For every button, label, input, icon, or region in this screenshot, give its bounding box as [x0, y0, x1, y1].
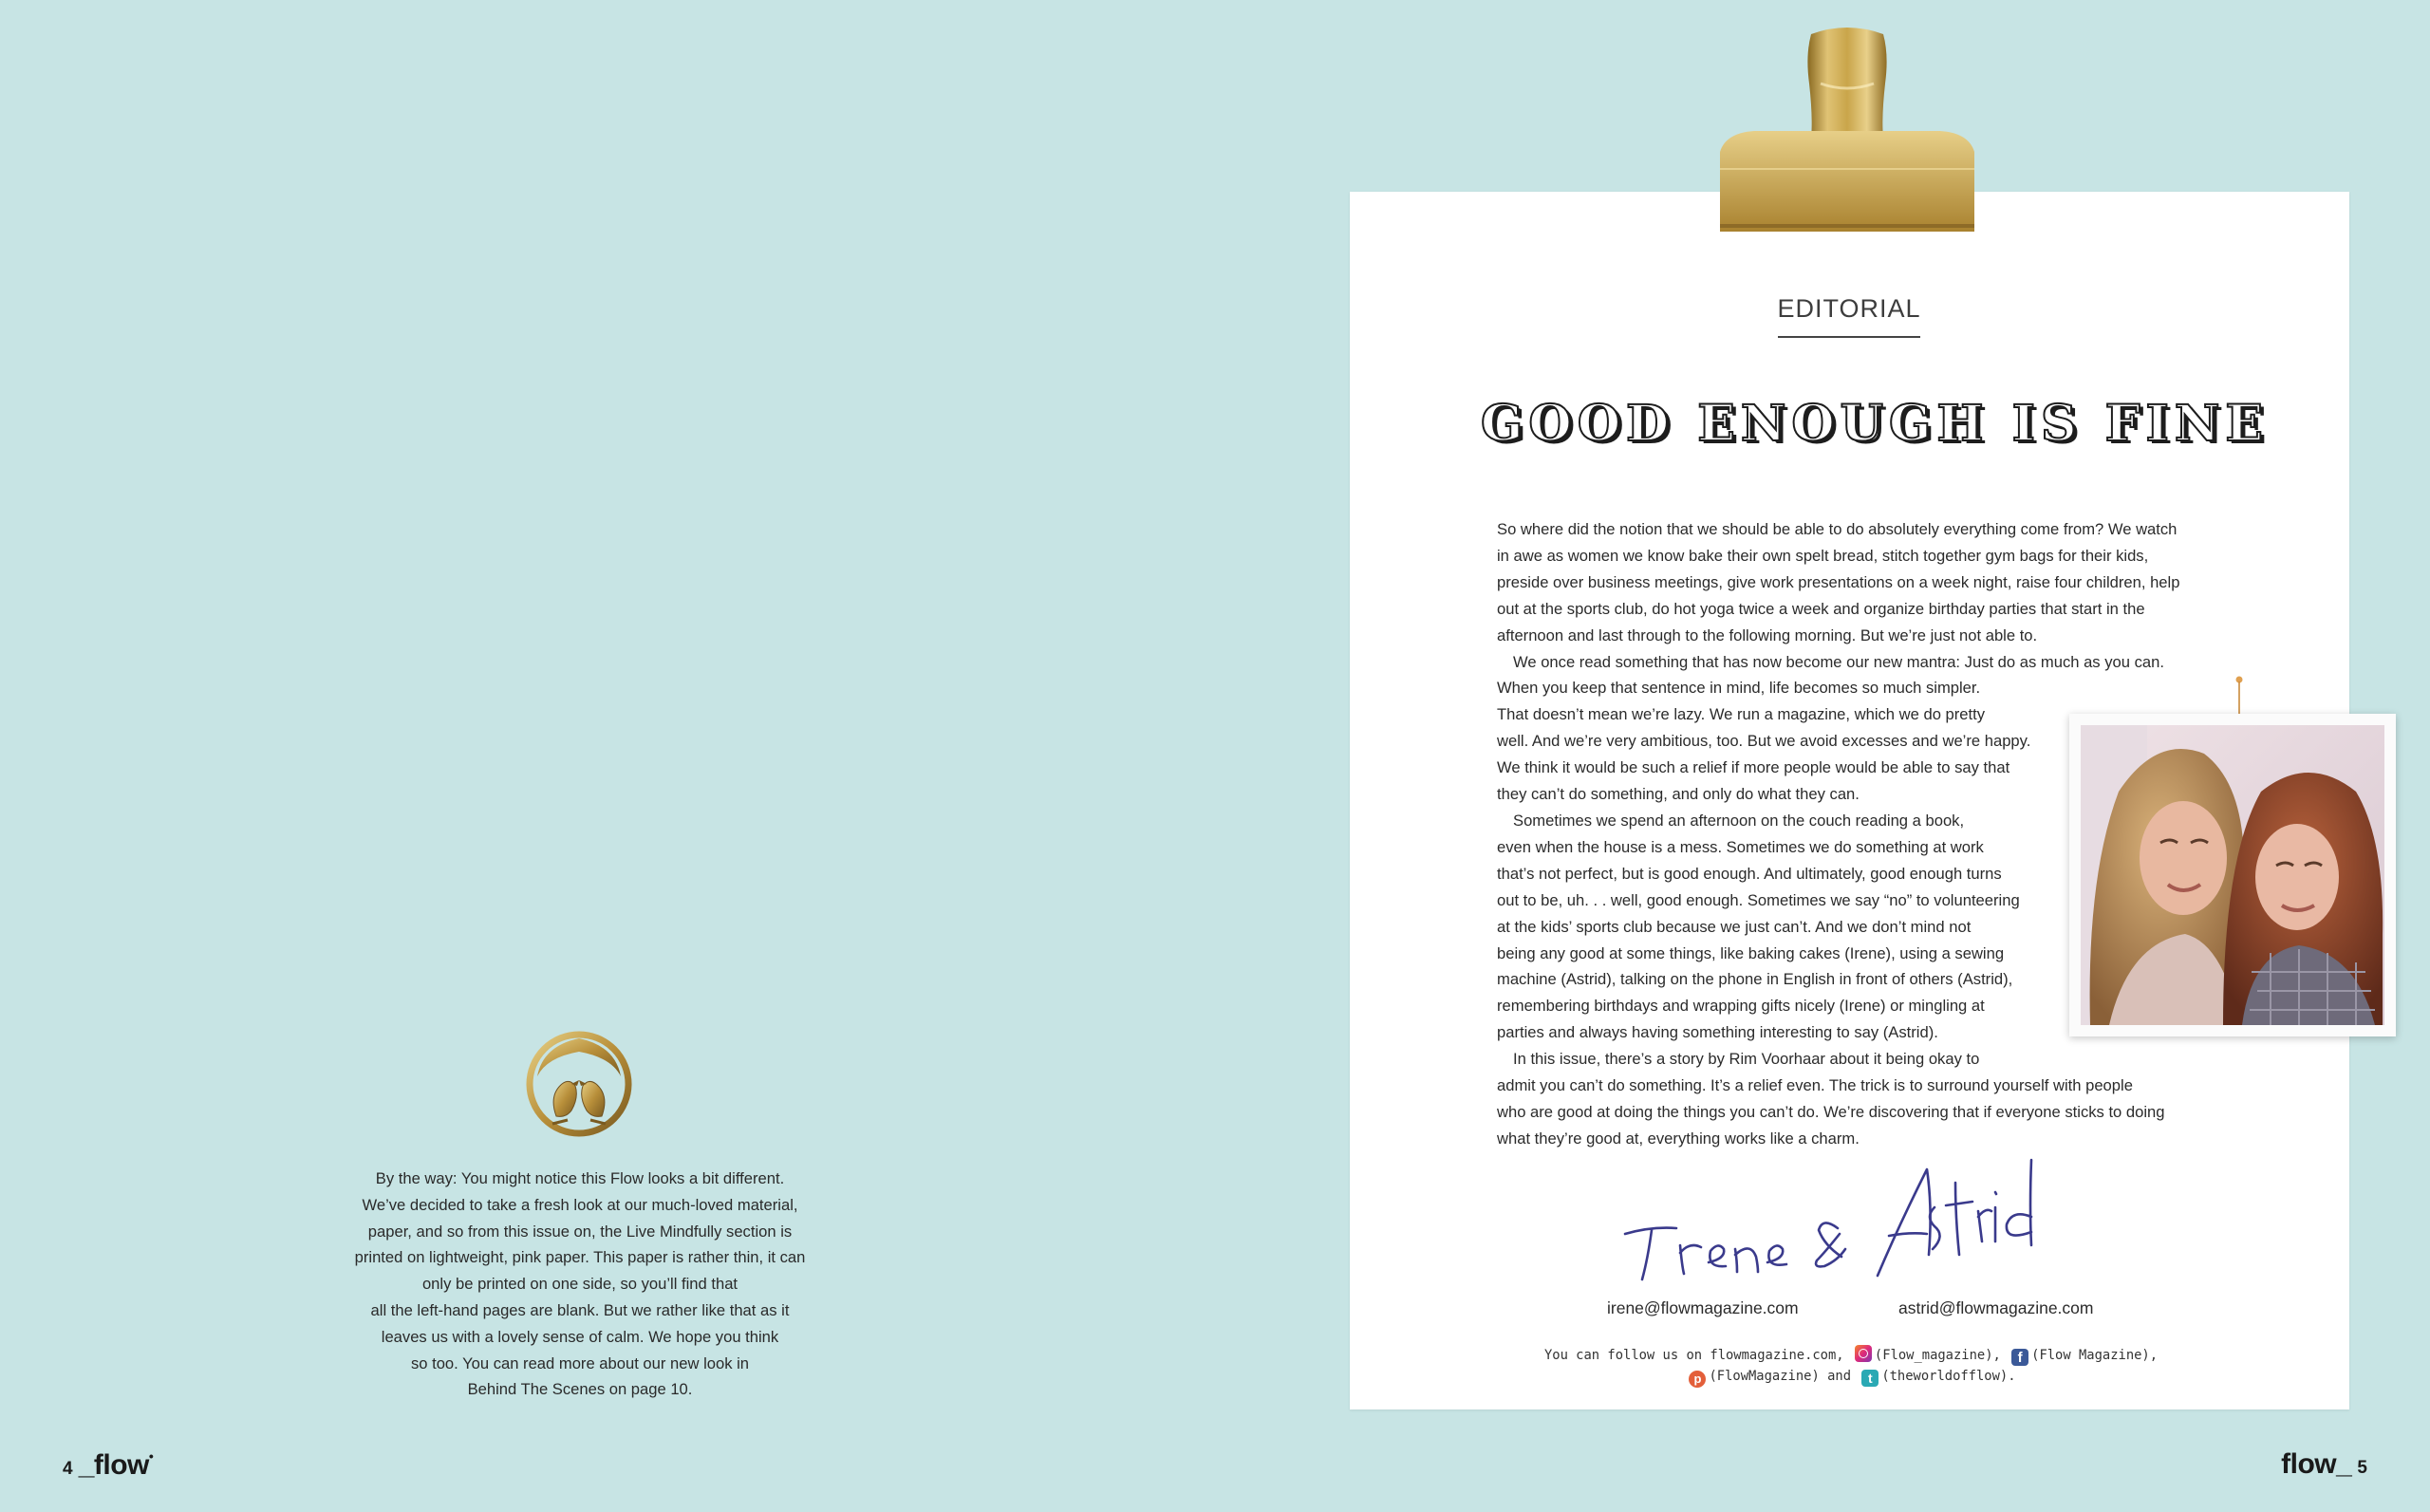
- instagram-icon[interactable]: [1855, 1345, 1872, 1362]
- twitter-handle[interactable]: (theworldofflow).: [1881, 1369, 2016, 1384]
- note-line: printed on lightweight, pink paper. This paper is rather thin, it can: [354, 1248, 806, 1267]
- body-line: In this issue, there’s a story by Rim Voorhaar about it being okay to: [1513, 1050, 1980, 1069]
- editors-portrait-image: [2081, 725, 2384, 1025]
- body-line: preside over business meetings, give work presentations on a week night, raise four children, help: [1497, 572, 2180, 591]
- page-number-right: 5: [2357, 1458, 2367, 1478]
- section-underline: [1778, 336, 1920, 338]
- follow-and: and: [1827, 1369, 1851, 1384]
- signature: [1614, 1150, 2069, 1293]
- body-line: When you keep that sentence in mind, life becomes so much simpler.: [1497, 679, 1981, 698]
- body-line: That doesn’t mean we’re lazy. We run a magazine, which we do pretty: [1497, 705, 1986, 724]
- note-line: so too. You can read more about our new look in: [410, 1353, 750, 1372]
- note-line: paper, and so from this issue on, the Live Mindfully section is: [367, 1222, 793, 1241]
- body-line: what they’re good at, everything works like a charm.: [1497, 1129, 1860, 1148]
- follow-line-1: [1452, 1345, 2250, 1366]
- body-line: admit you can’t do something. It’s a relief even. The trick is to surround yourself with people: [1497, 1076, 2133, 1095]
- body-line: at the kids’ sports club because we just can’t. And we don’t mind not: [1497, 917, 1972, 936]
- follow-intro: You can follow us on flowmagazine.com,: [1543, 1348, 1844, 1363]
- facebook-icon[interactable]: f: [2011, 1349, 2028, 1366]
- page-number-left: 4: [63, 1459, 73, 1479]
- email-irene[interactable]: irene@flowmagazine.com: [1607, 1298, 1799, 1317]
- note-line: By the way: You might notice this Flow looks a bit different.: [375, 1169, 785, 1187]
- body-line: Sometimes we spend an afternoon on the couch reading a book,: [1513, 811, 1965, 830]
- body-line: well. And we’re very ambitious, too. But we avoid excesses and we’re happy.: [1497, 732, 2031, 751]
- body-line: parties and always having something interesting to say (Astrid).: [1497, 1023, 1938, 1042]
- body-line: in awe as women we know bake their own spelt bread, stitch together gym bags for their kids,: [1497, 546, 2149, 565]
- body-line: that’s not perfect, but is good enough. And ultimately, good enough turns: [1497, 864, 2002, 883]
- pinterest-icon[interactable]: p: [1689, 1371, 1706, 1388]
- left-page-note: [304, 1166, 856, 1403]
- note-line: leaves us with a lovely sense of calm. We hope you think: [381, 1327, 779, 1346]
- pinterest-handle[interactable]: (FlowMagazine): [1709, 1369, 1820, 1384]
- editors-photo: [2069, 714, 2396, 1036]
- note-line: all the left-hand pages are blank. But we rather like that as it: [370, 1300, 790, 1319]
- follow-line-2: [1452, 1369, 2250, 1388]
- brand-logo-right: flow_: [2281, 1448, 2352, 1480]
- body-line: We think it would be such a relief if more people would be able to say that: [1497, 758, 2010, 777]
- body-line: afternoon and last through to the following morning. But we’re just not able to.: [1497, 625, 2038, 644]
- lovebirds-emblem-icon: [524, 1029, 634, 1139]
- gold-clip-icon: [1716, 27, 1978, 237]
- body-line: So where did the notion that we should be able to do absolutely everything come from? We watch: [1497, 520, 2178, 538]
- facebook-handle[interactable]: (Flow Magazine),: [2031, 1348, 2159, 1363]
- body-line: even when the house is a mess. Sometimes we do something at work: [1497, 837, 1984, 856]
- body-line: out at the sports club, do hot yoga twice a week and organize birthday parties that start in the: [1497, 599, 2145, 618]
- folio-left: 4 _flow•: [63, 1448, 154, 1481]
- note-line: Behind The Scenes on page 10.: [467, 1380, 693, 1399]
- headline: GOOD ENOUGH IS FINE: [1481, 395, 2270, 453]
- twitter-icon[interactable]: t: [1861, 1370, 1879, 1387]
- instagram-handle[interactable]: (Flow_magazine),: [1874, 1348, 2001, 1363]
- body-line: who are good at doing the things you can’t do. We’re discovering that if everyone sticks to doing: [1497, 1102, 2165, 1121]
- folio-right: [2281, 1448, 2367, 1481]
- section-label: EDITORIAL: [1777, 294, 1921, 323]
- body-line: machine (Astrid), talking on the phone in English in front of others (Astrid),: [1497, 970, 2013, 989]
- email-astrid[interactable]: astrid@flowmagazine.com: [1898, 1298, 2094, 1317]
- note-line: only be printed on one side, so you’ll find that: [421, 1275, 738, 1294]
- body-line: being any good at some things, like baking cakes (Irene), using a sewing: [1497, 943, 2005, 962]
- body-line: remembering birthdays and wrapping gifts nicely (Irene) or mingling at: [1497, 997, 1985, 1016]
- body-line: they can’t do something, and only do what they can.: [1497, 785, 1860, 804]
- body-line: We once read something that has now become our new mantra: Just do as much as you can.: [1513, 652, 2164, 671]
- body-line: out to be, uh. . . well, good enough. Sometimes we say “no” to volunteering: [1497, 890, 2020, 909]
- note-line: We’ve decided to take a fresh look at our much-loved material,: [362, 1195, 798, 1214]
- brand-logo-left: _flow: [78, 1449, 149, 1481]
